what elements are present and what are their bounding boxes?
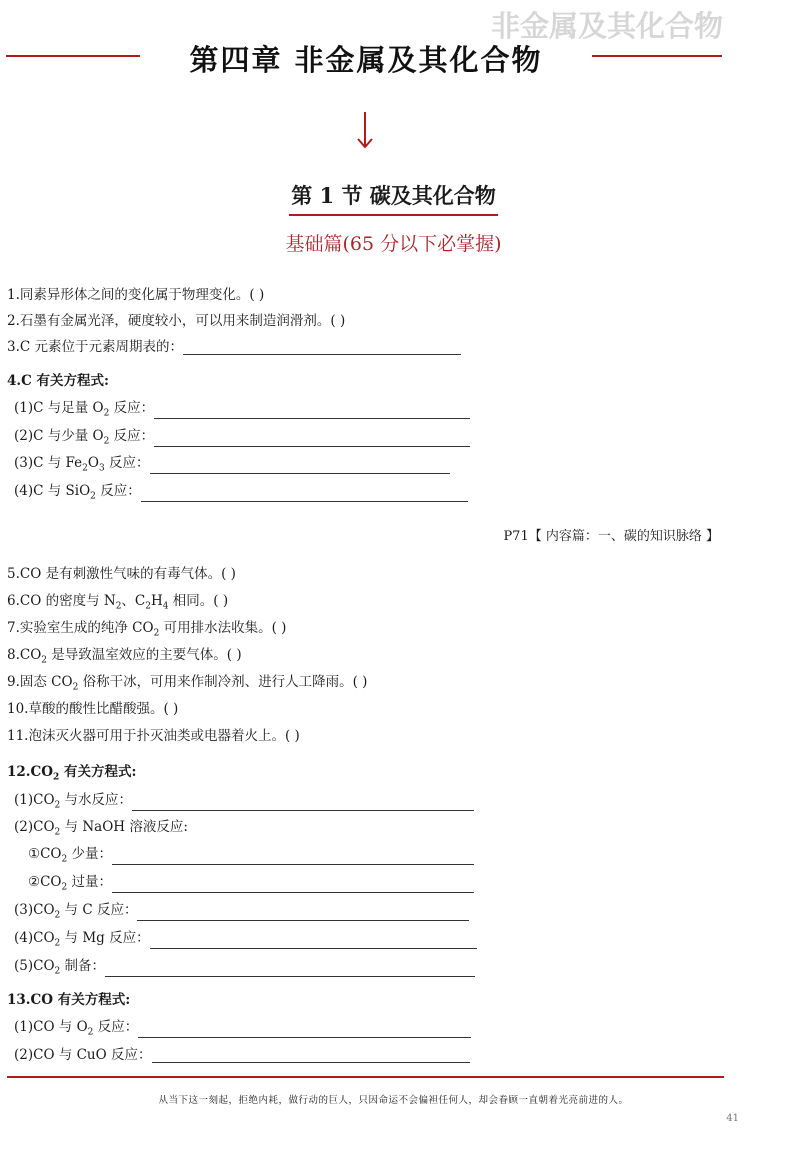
answer-blank[interactable]	[105, 962, 475, 977]
question-13-1: (1)CO 与 $O_2$ 反应：	[14, 1015, 471, 1038]
answer-blank[interactable]	[150, 459, 450, 474]
section-title: 第 1 节 碳及其化合物	[0, 180, 787, 216]
page-reference: P71【 内容篇：一、碳的知识脉络 】	[503, 529, 719, 544]
question-4-2: (2)C 与少量 $O_2$ 反应：	[14, 424, 470, 447]
answer-blank[interactable]	[141, 487, 468, 502]
down-arrow-icon	[355, 112, 375, 150]
question-12-3: $(3)CO_2$ 与 C 反应：	[14, 898, 469, 921]
divider-left	[6, 55, 140, 57]
watermark-text: 非金属及其化合物	[490, 9, 723, 43]
question-2: 2.石墨有金属光泽，硬度较小，可以用来制造润滑剂。( )	[7, 313, 346, 329]
question-8: $8.CO_2$ 是导致温室效应的主要气体。( )	[7, 647, 242, 666]
question-3: 3.C 元素位于元素周期表的：	[7, 335, 461, 355]
question-6: 6.CO 的密度与 $N_2$、$C_2H_4$ 相同。( )	[7, 593, 229, 612]
answer-blank[interactable]	[183, 340, 461, 355]
answer-blank[interactable]	[152, 1048, 470, 1063]
answer-blank[interactable]	[132, 796, 474, 811]
question-12-2: $(2)CO_2$ 与 NaOH 溶液反应:	[14, 819, 188, 838]
question-12-4: $(4)CO_2$ 与 Mg 反应：	[14, 926, 477, 949]
chapter-title: 第四章 非金属及其化合物	[189, 43, 543, 77]
question-4-title: 4.C 有关方程式:	[7, 373, 110, 389]
footer-quote: 从当下这一刻起，拒绝内耗，做行动的巨人，只因命运不会偏袒任何人，却会眷顾一直朝着光亮前进的人。	[158, 1095, 629, 1106]
question-12-2b: $②CO_2$ 过量：	[28, 870, 474, 893]
question-4-3: (3)C 与 $Fe_2O_3$ 反应：	[14, 451, 450, 474]
divider-right	[592, 55, 722, 57]
question-1: 1.同素异形体之间的变化属于物理变化。( )	[7, 287, 265, 303]
question-13-2: (2)CO 与 CuO 反应：	[14, 1043, 470, 1063]
question-12-5: $(5)CO_2$ 制备：	[14, 954, 475, 977]
question-13-title: 13.CO 有关方程式:	[7, 992, 131, 1008]
footer-divider	[7, 1076, 724, 1078]
page-number: 41	[726, 1113, 739, 1124]
answer-blank[interactable]	[137, 906, 469, 921]
answer-blank[interactable]	[112, 850, 474, 865]
question-12-2a: $①CO_2$ 少量：	[28, 842, 474, 865]
basic-title: 基础篇(65 分以下必掌握)	[285, 233, 502, 255]
question-4-1: (1)C 与足量 $O_2$ 反应：	[14, 396, 470, 419]
question-11: 11.泡沫灭火器可用于扑灭油类或电器着火上。( )	[7, 728, 300, 744]
question-10: 10.草酸的酸性比醋酸强。( )	[7, 701, 179, 717]
answer-blank[interactable]	[154, 404, 470, 419]
answer-blank[interactable]	[138, 1023, 471, 1038]
chapter-header	[6, 38, 722, 78]
answer-blank[interactable]	[150, 934, 477, 949]
answer-blank[interactable]	[154, 432, 470, 447]
question-12-1: $(1)CO_2$ 与水反应：	[14, 788, 474, 811]
question-9: 9.固态 $CO_2$ 俗称干冰，可用来作制冷剂、进行人工降雨。( )	[7, 674, 368, 693]
question-7: 7.实验室生成的纯净 $CO_2$ 可用排水法收集。( )	[7, 620, 287, 639]
question-5: 5.CO 是有刺激性气味的有毒气体。( )	[7, 566, 236, 582]
question-4-4: (4)C 与 SiO$_2$ 反应：	[14, 479, 468, 502]
question-12-title: $12.CO_2$ 有关方程式:	[7, 764, 137, 783]
answer-blank[interactable]	[112, 878, 474, 893]
